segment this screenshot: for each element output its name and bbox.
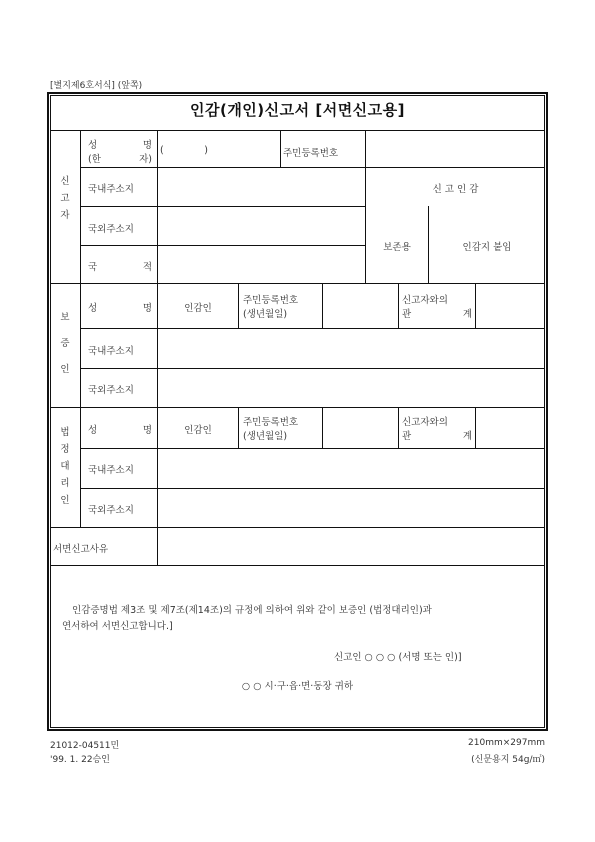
agent-name-label: 성 명 <box>88 425 152 436</box>
applicant-hanja-field[interactable]: ( ) <box>160 145 208 156</box>
applicant-nationality-field[interactable] <box>158 246 364 282</box>
guarantor-seal-label: 인감인 <box>184 303 212 314</box>
keep-copy-label: 보존용 <box>383 242 411 253</box>
applicant-id-label: 주민등록번호 <box>283 148 339 159</box>
applicant-nationality-label: 국 적 <box>88 262 152 273</box>
declaration-line: 인감증명법 제3조 및 제7조(제14조)의 규정에 의하여 위와 같이 보증인 (법정대리인)과 <box>72 605 432 616</box>
agent-relation-field[interactable] <box>476 408 544 447</box>
applicant-domestic-field[interactable] <box>158 168 364 205</box>
agent-relation-label: 신고자와의 <box>402 417 448 428</box>
col-line <box>398 407 399 448</box>
col-line <box>280 130 281 167</box>
guarantor-domestic-label: 국내주소지 <box>88 346 134 357</box>
section-char: 증 <box>60 338 70 349</box>
col-line <box>80 407 81 527</box>
guarantor-name-label: 성 명 <box>88 303 152 314</box>
section-char: 리 <box>60 478 70 489</box>
section-char: 대 <box>60 461 70 472</box>
agent-seal-label: 인감인 <box>184 425 212 436</box>
seal-attach-label: 인감지 붙임 <box>462 242 512 253</box>
col-line <box>238 283 239 328</box>
section-char: 인 <box>60 495 70 506</box>
form-title: 인감(개인)신고서 [서면신고용] <box>189 101 406 119</box>
paper-size: 210mm×297mm <box>468 738 545 748</box>
section-divider <box>50 283 545 284</box>
signer-line: 신고인 ○ ○ ○ (서명 또는 인)] <box>334 652 462 663</box>
applicant-hanja-label: (한 자) <box>88 154 152 165</box>
agent-id-label: 주민등록번호 <box>243 417 299 428</box>
guarantor-id-field[interactable] <box>323 284 397 327</box>
applicant-domestic-label: 국내주소지 <box>88 184 134 195</box>
guarantor-overseas-label: 국외주소지 <box>88 385 134 396</box>
guarantor-domestic-field[interactable] <box>158 329 544 367</box>
reason-field[interactable] <box>158 528 544 564</box>
guarantor-relation-label: 관 계 <box>402 309 472 320</box>
section-char: 보 <box>60 312 70 323</box>
applicant-name-label: 성 명 <box>88 140 152 151</box>
addressee-line: ○ ○ 시·구·읍·면·동장 귀하 <box>241 681 354 692</box>
section-divider <box>50 407 545 408</box>
section-char: 정 <box>60 444 70 455</box>
col-line <box>80 130 81 283</box>
reason-label: 서면신고사유 <box>53 544 109 555</box>
guarantor-relation-field[interactable] <box>476 284 544 327</box>
section-char: 인 <box>60 364 70 375</box>
col-line <box>398 283 399 328</box>
agent-section-label <box>55 424 75 509</box>
section-divider <box>50 565 545 566</box>
form-number-label: [별지제6호서식] (앞쪽) <box>50 81 143 91</box>
agent-overseas-label: 국외주소지 <box>88 505 134 516</box>
approval-date: '99. 1. 22승인 <box>50 755 110 765</box>
declaration-line: 연서하여 서면신고합니다.] <box>62 621 173 632</box>
applicant-overseas-field[interactable] <box>158 207 364 244</box>
guarantor-id-label: 주민등록번호 <box>243 295 299 306</box>
section-char: 고 <box>60 193 70 204</box>
agent-relation-label: 관 계 <box>402 431 472 442</box>
section-char: 법 <box>60 427 70 438</box>
guarantor-section-label <box>55 305 75 383</box>
guarantor-birth-label: (생년월일) <box>243 309 288 320</box>
seal-report-label: 신 고 인 감 <box>432 184 479 195</box>
agent-birth-label: (생년월일) <box>243 431 288 442</box>
applicant-overseas-label: 국외주소지 <box>88 224 134 235</box>
declaration-text <box>62 603 540 635</box>
form-code: 21012-04511민 <box>50 741 120 751</box>
agent-id-field[interactable] <box>323 408 397 447</box>
agent-domestic-label: 국내주소지 <box>88 465 134 476</box>
agent-overseas-field[interactable] <box>158 489 544 526</box>
applicant-id-field[interactable] <box>366 131 544 166</box>
section-char: 자 <box>60 210 70 221</box>
col-line <box>238 407 239 448</box>
col-line <box>80 283 81 407</box>
paper-type: (신문용지 54g/㎡) <box>471 755 545 765</box>
section-char: 신 <box>60 176 70 187</box>
guarantor-overseas-field[interactable] <box>158 369 544 406</box>
agent-domestic-field[interactable] <box>158 449 544 487</box>
applicant-section-label <box>55 173 75 224</box>
guarantor-relation-label: 신고자와의 <box>402 295 448 306</box>
